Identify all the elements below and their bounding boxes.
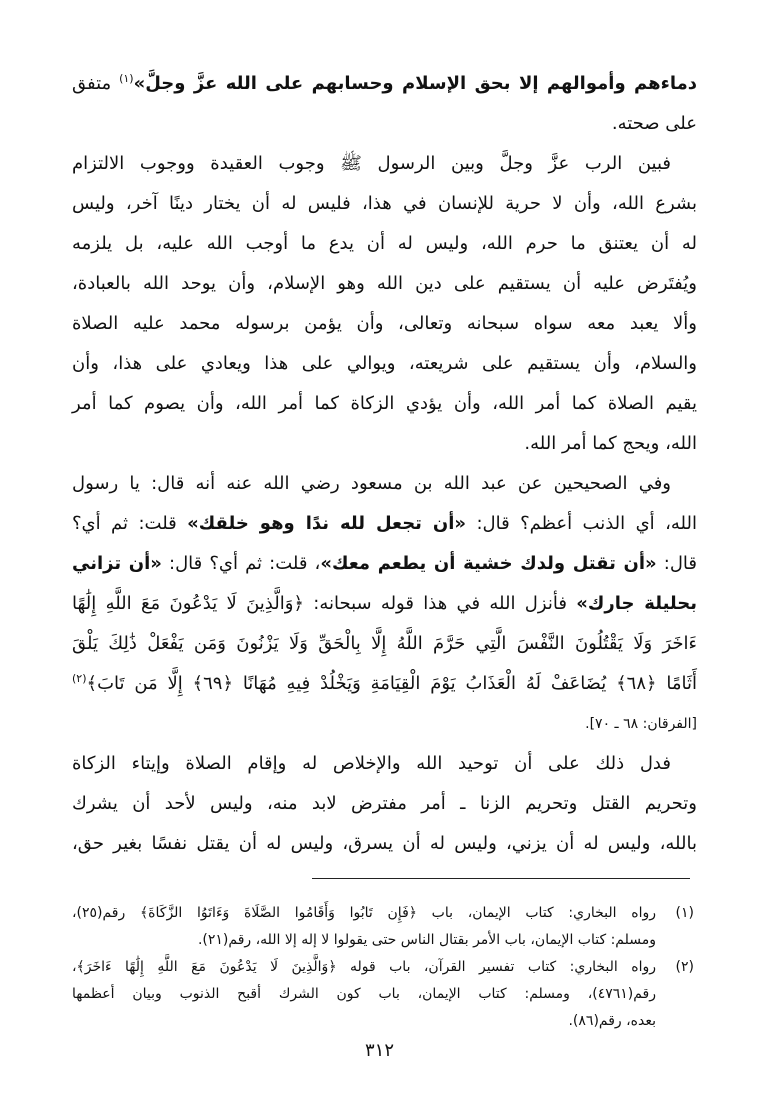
hadith-quote: بحليلة جارك» [576,593,697,614]
footnotes [72,900,694,1035]
footnote-marker: (١) [119,72,134,85]
page-number: ٣١٢ [364,1040,394,1061]
text-segment: فأنزل الله في هذا قوله سبحانه: ﴿وَالَّذِينَ لَا يَدْعُونَ مَعَ اللَّهِ إِلَٰهًا [72,593,577,614]
main-text [72,64,697,864]
text-segment: قال: [656,553,698,574]
text-line [72,704,697,744]
text-segment: له أن يعتنق ما حرم الله، وليس له أن يدع ما أوجب الله عليه، بل يلزمه [72,233,697,254]
text-line [72,464,697,504]
footnote-line: رواه البخاري: كتاب الإيمان، باب ﴿فَإِن تَابُوا وَأَقَامُوا الصَّلَاةَ وَءَاتَوُا الزَّكَاةَ﴾ رقم(٢٥)، [72,905,656,921]
footnote [72,954,694,1035]
text-segment: وفي الصحيحين عن عبد الله بن مسعود رضي الله عنه أنه قال: يا رسول [72,473,671,494]
hadith-quote: دماءهم وأموالهم إلا بحق الإسلام وحسابهم على الله عزَّ وجلَّ» [133,73,697,94]
text-segment: والسلام، وأن يستقيم على شريعته، ويوالي على هذا ويعادي على هذا، وأن [72,353,697,374]
hadith-quote: «أن تقتل ولدك خشية أن يطعم معك» [320,553,657,574]
footnote-number: (١) [675,905,694,921]
text-segment: وتحريم القتل وتحريم الزنا ـ أمر مفترض لابد منه، وليس لأحد أن يشرك [72,793,697,814]
text-segment: الله، أي الذنب أعظم؟ قال: [466,513,697,534]
text-segment: ءَاخَرَ وَلَا يَقْتُلُونَ النَّفْسَ الَّتِي حَرَّمَ اللَّهُ إِلَّا بِالْحَقِّ وَلَا يَزْنُونَ وَمَن يَفْعَلْ ذَٰلِكَ يَلْقَ [72,633,697,654]
footnote-line: رواه البخاري: كتاب تفسير القرآن، باب قوله ﴿وَالَّذِينَ لَا يَدْعُونَ مَعَ اللَّهِ إِلَٰهًا ءَاخَرَ﴾، [72,959,656,975]
text-line [72,304,697,344]
footnote-line: ومسلم: كتاب الإيمان، باب الأمر بقتال الناس حتى يقولوا لا إله إلا الله، رقم(٢١). [197,932,656,948]
text-segment: الله، ويحج كما أمر الله. [524,433,697,454]
footnote-line: رقم(٤٧٦١)، ومسلم: كتاب الإيمان، باب كون الشرك أقبح الذنوب وبيان أعظمها [72,986,656,1002]
text-segment: فدل ذلك على أن توحيد الله والإخلاص له وإقام الصلاة وإيتاء الزكاة [72,753,671,774]
text-segment: بشرع الله، وأن لا حرية للإنسان في هذا، فليس له أن يختار دينًا آخر، وليس [72,193,697,214]
text-line [72,104,697,144]
footnote-line: بعده، رقم(٨٦). [568,1013,656,1029]
text-line [72,384,697,424]
text-line [72,784,697,824]
text-segment: [الفرقان: ٦٨ ـ ٧٠]. [585,716,697,732]
text-segment: ويُفتَرض عليه أن يستقيم على دين الله وهو الإسلام، وأن يوحد الله بالعبادة، [72,273,697,294]
text-line [72,184,697,224]
text-segment: بالله، وليس له أن يزني، وليس له أن يسرق، وليس له أن يقتل نفسًا بغير حق، [72,833,697,854]
text-line [72,824,697,864]
hadith-quote: «أن تزاني [72,553,162,574]
text-line [72,544,697,584]
text-segment: ، قلت: ثم أي؟ قال: [161,553,321,574]
footnote-marker: (٢) [72,672,87,685]
text-segment: فبين الرب عزَّ وجلَّ وبين الرسول ﷺ وجوب العقيدة ووجوب الالتزام [72,153,671,174]
text-line [72,584,697,624]
text-line [72,744,697,784]
text-line [72,624,697,664]
text-line [72,424,697,464]
text-segment: متفق [72,73,120,94]
footnote-number: (٢) [675,959,694,975]
text-line [72,224,697,264]
text-segment: وألا يعبد معه سواه سبحانه وتعالى، وأن يؤمن برسوله محمد عليه الصلاة [72,313,697,334]
text-line [72,344,697,384]
text-line [72,504,697,544]
text-segment: أَثَامًا ﴿٦٨﴾ يُضَاعَفْ لَهُ الْعَذَابُ يَوْمَ الْقِيَامَةِ وَيَخْلُدْ فِيهِ مُهَانًا ﴿٦٩﴾ إِلَّا مَن تَابَ﴾ [86,673,697,694]
text-line [72,264,697,304]
text-segment: على صحته. [611,113,697,134]
text-segment: قلت: ثم أي؟ [72,513,188,534]
text-segment: يقيم الصلاة كما أمر الله، وأن يؤدي الزكاة كما أمر الله، وأن يصوم كما أمر [72,393,697,414]
text-line [72,64,697,104]
text-line [72,144,697,184]
text-line [72,664,697,704]
footnote [72,900,694,954]
footnote-separator [312,878,690,879]
hadith-quote: «أن تجعل لله ندًا وهو خلقك» [187,513,467,534]
